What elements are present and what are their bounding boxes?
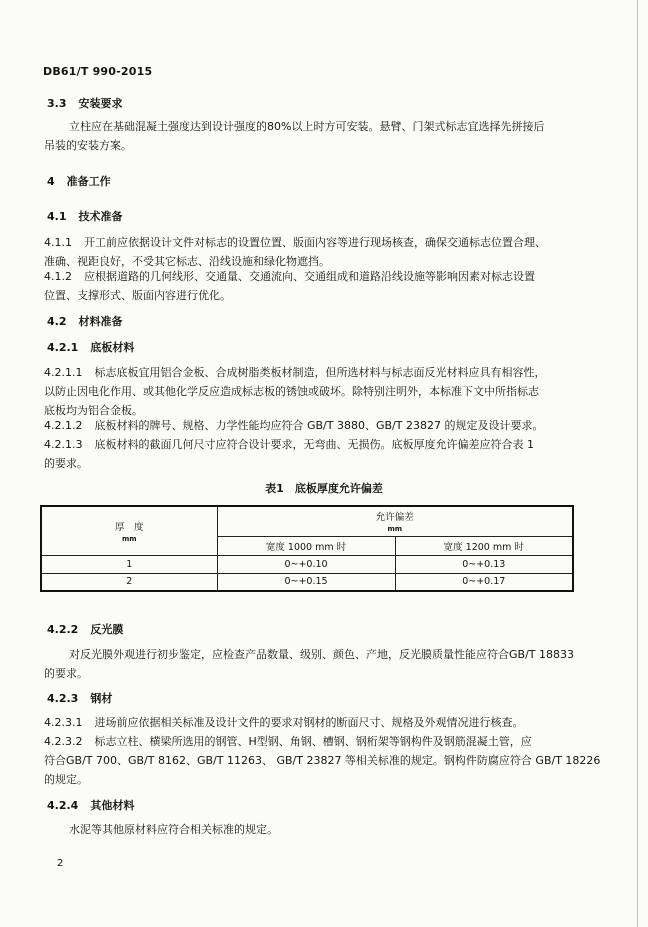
section-number: 4.2.2 (47, 623, 79, 636)
table-cell: 0~+0.10 (217, 555, 395, 573)
section-title: 钢材 (90, 692, 113, 705)
paragraph-line: 吊装的安装方案。 (44, 139, 132, 152)
section-number: 3.3 (47, 97, 67, 110)
paragraph-line: 的要求。 (44, 667, 88, 680)
table-caption: 表1 底板厚度允许偏差 (265, 482, 383, 495)
clause-4-2-3-1: 4.2.3.1 进场前应依据相关标准及设计文件的要求对钢材的断面尺寸、规格及外观情况进行核查。 (44, 716, 524, 729)
table-row (41, 555, 573, 573)
section-heading (47, 95, 123, 111)
paragraph-line: 符合GB/T 700、GB/T 8162、GB/T 11263、 GB/T 23827 等相关标准的规定。钢构件防腐应符合 GB/T 18226 (44, 754, 601, 767)
paragraph-line: 以防止因电化作用、或其他化学反应造成标志板的锈蚀或破坏。除特别注明外，本标准下文中所指标志 (44, 385, 539, 398)
table-row (41, 573, 573, 591)
table-header-w1200: 宽度 1200 mm 时 (395, 536, 573, 555)
section-title: 准备工作 (66, 175, 111, 188)
paragraph-line: 位置、支撑形式、版面内容进行优化。 (44, 289, 231, 302)
clause-4-1-1: 4.1.1 开工前应依据设计文件对标志的设置位置、版面内容等进行现场核查，确保交通标志位置合理、 (44, 236, 546, 249)
paragraph-line: 底板均为铝合金板。 (44, 404, 143, 417)
section-heading (47, 339, 134, 355)
paragraph-line: 对反光膜外观进行初步鉴定，应检查产品数量、级别、颜色、产地，反光膜质量性能应符合GB/T 18833 (69, 648, 574, 661)
table-header-w1000: 宽度 1000 mm 时 (217, 536, 395, 555)
section-number: 4 (47, 175, 55, 188)
table-cell: 0~+0.13 (395, 555, 573, 573)
section-heading (47, 173, 111, 189)
section-number: 4.1 (47, 210, 67, 223)
section-heading (47, 208, 123, 224)
page-number: 2 (57, 858, 64, 869)
section-title: 安装要求 (78, 97, 123, 110)
paragraph-line: 立柱应在基础混凝土强度达到设计强度的80%以上时方可安装。悬臂、门架式标志宜选择先拼接后 (69, 120, 545, 133)
section-number: 4.2.3 (47, 692, 79, 705)
section-number: 4.2 (47, 315, 67, 328)
scan-edge-line (637, 0, 638, 927)
section-title: 底板材料 (90, 341, 135, 354)
table-header-thickness: 厚 度 mm (41, 506, 217, 555)
document-id: DB61/T 990-2015 (43, 65, 153, 78)
clause-4-2-1-1: 4.2.1.1 标志底板宜用铝合金板、合成树脂类板材制造，但所选材料与标志面反光材料应具有相容性， (44, 366, 546, 379)
section-title: 材料准备 (78, 315, 123, 328)
section-title: 其他材料 (90, 799, 135, 812)
thickness-tolerance-table (40, 505, 574, 592)
clause-4-1-2: 4.1.2 应根据道路的几何线形、交通量、交通流向、交通组成和道路沿线设施等影响因素对标志设置 (44, 270, 535, 283)
clause-4-2-1-2: 4.2.1.2 底板材料的牌号、规格、力学性能均应符合 GB/T 3880、GB/T 23827 的规定及设计要求。 (44, 419, 544, 432)
section-heading (47, 621, 123, 637)
table-cell: 0~+0.17 (395, 573, 573, 591)
table-cell: 1 (41, 555, 217, 573)
section-title: 反光膜 (90, 623, 124, 636)
section-heading (47, 797, 134, 813)
clause-4-2-1-3: 4.2.1.3 底板材料的截面几何尺寸应符合设计要求，无弯曲、无损伤。底板厚度允许偏差应符合表 1 (44, 438, 534, 451)
section-heading (47, 690, 112, 706)
table-cell: 0~+0.15 (217, 573, 395, 591)
table-cell: 2 (41, 573, 217, 591)
paragraph-line: 的要求。 (44, 457, 88, 470)
paragraph-line: 准确、视距良好，不受其它标志、沿线设施和绿化物遮挡。 (44, 255, 330, 268)
clause-4-2-3-2: 4.2.3.2 标志立柱、横梁所选用的钢管、H型钢、角钢、槽钢、钢桁架等钢构件及钢筋混凝土管，应 (44, 735, 532, 748)
paragraph-line: 水泥等其他原材料应符合相关标准的规定。 (69, 823, 278, 836)
section-number: 4.2.1 (47, 341, 79, 354)
section-number: 4.2.4 (47, 799, 79, 812)
section-heading (47, 313, 123, 329)
section-title: 技术准备 (78, 210, 123, 223)
paragraph-line: 的规定。 (44, 773, 88, 786)
table-header-tolerance: 允许偏差 mm (217, 506, 573, 536)
